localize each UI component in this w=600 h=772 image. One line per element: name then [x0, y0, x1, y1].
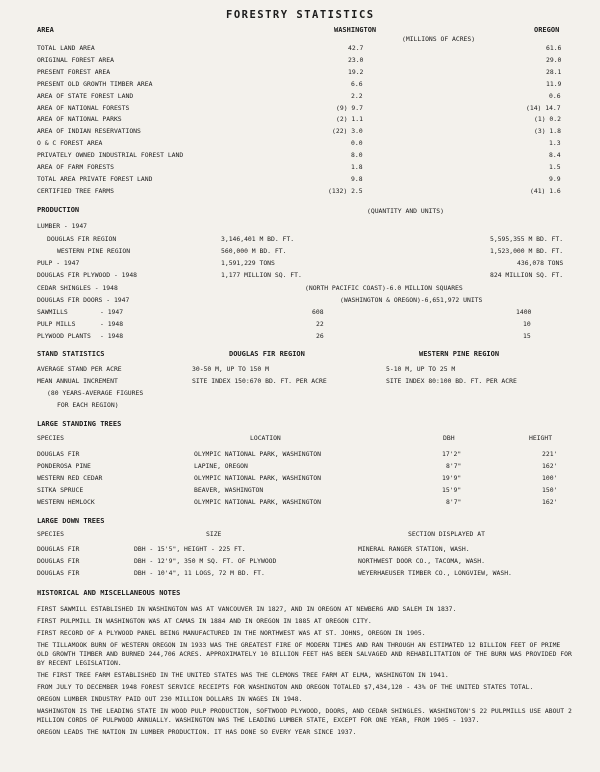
note-item: OREGON LEADS THE NATION IN LUMBER PRODUCTION. IT HAS DONE SO EVERY YEAR SINCE 1937.: [37, 728, 357, 736]
note-item: FIRST SAWMILL ESTABLISHED IN WASHINGTON WAS AT VANCOUVER IN 1827, AND IN OREGON AT NEWBERG AND SALEM IN 1837.: [37, 605, 457, 613]
stand-inc-note-2: FOR EACH REGION): [57, 401, 119, 409]
mill-row-washington: 608: [312, 308, 324, 316]
mill-row-washington: 26: [316, 332, 324, 340]
production-row-label: DOUGLAS FIR REGION: [47, 235, 117, 243]
area-row-washington: 1.8: [351, 163, 363, 171]
standing-row-location: LAPINE, OREGON: [194, 462, 248, 470]
area-row-washington: (132) 2.5: [328, 186, 363, 195]
area-row-washington: 23.0: [348, 55, 364, 64]
standing-row-species: DOUGLAS FIR: [37, 450, 80, 458]
area-row-label: CERTIFIED TREE FARMS: [37, 186, 114, 195]
area-row-washington: 9.8: [351, 174, 363, 183]
area-row-washington: 42.7: [348, 44, 364, 52]
doors-label: DOUGLAS FIR DOORS - 1947: [37, 296, 130, 304]
area-row-oregon: (14) 14.7: [526, 103, 561, 112]
stand-inc-fir: SITE INDEX 150:670 BD. FT. PER ACRE: [192, 377, 327, 385]
production-row-washington: 1,591,229 TONS: [221, 259, 275, 267]
notes-heading: HISTORICAL AND MISCELLANEOUS NOTES: [37, 589, 181, 597]
lumber-label: LUMBER - 1947: [37, 222, 88, 230]
stand-avg-pine: 5-10 M, UP TO 25 M: [386, 365, 456, 373]
area-row-label: AREA OF NATIONAL PARKS: [37, 115, 122, 124]
standing-row-species: WESTERN RED CEDAR: [37, 474, 103, 482]
down-col-section: SECTION DISPLAYED AT: [408, 530, 485, 538]
standing-row-dbh: 15'9": [442, 486, 462, 494]
area-row-oregon: (3) 1.8: [534, 127, 561, 136]
area-row-washington: 6.6: [351, 79, 363, 88]
area-row-oregon: (1) 0.2: [534, 115, 561, 124]
area-row-label: AREA OF STATE FOREST LAND: [37, 91, 134, 100]
area-row-label: AREA OF INDIAN RESERVATIONS: [37, 127, 141, 136]
standing-row-height: 221': [542, 450, 558, 458]
down-row-species: DOUGLAS FIR: [37, 557, 80, 565]
mill-row-year: - 1947: [100, 308, 124, 316]
area-row-label: ORIGINAL FOREST AREA: [37, 55, 114, 64]
production-row-washington: 1,177 MILLION SQ. FT.: [221, 271, 302, 279]
area-row-label: O & C FOREST AREA: [37, 139, 103, 148]
area-row-oregon: (41) 1.6: [530, 186, 561, 195]
production-units: (QUANTITY AND UNITS): [367, 207, 444, 215]
standing-row-species: WESTERN HEMLOCK: [37, 498, 95, 506]
stand-avg-fir: 30-50 M, UP TO 150 M: [192, 365, 269, 373]
standing-col-location: LOCATION: [250, 434, 281, 442]
area-row-label: TOTAL LAND AREA: [37, 44, 95, 52]
down-row-size: DBH - 15'5", HEIGHT - 225 FT.: [134, 545, 246, 553]
area-row-oregon: 9.9: [549, 174, 561, 183]
stand-inc-note-1: (80 YEARS-AVERAGE FIGURES: [47, 389, 144, 397]
stand-col-pine: WESTERN PINE REGION: [419, 350, 500, 358]
area-row-washington: 0.0: [351, 139, 363, 148]
mill-row-label: PLYWOOD PLANTS: [37, 332, 91, 340]
area-row-washington: (22) 3.0: [332, 127, 363, 136]
mill-row-year: - 1948: [100, 320, 124, 328]
note-item: THE TILLAMOOK BURN OF WESTERN OREGON IN 1933 WAS THE GREATEST FIRE OF MODERN TIMES AND RAN THROUGH AN ESTIMATED 12 BILLION FEET OF PRIME OLD GROWTH TIMBER AND BURNED 244,706 ACRES. APPROXIMATELY 10 BILLION FEET HAS BEEN SALVAGED AND REHABILITATION OF THE BURN WAS PROVIDED FOR BY RECENT LEGISLATION.: [37, 641, 572, 667]
standing-col-species: SPECIES: [37, 434, 64, 442]
area-row-label: AREA OF NATIONAL FORESTS: [37, 103, 130, 112]
area-row-label: PRESENT FOREST AREA: [37, 67, 111, 76]
shingles-value: (NORTH PACIFIC COAST)-6.0 MILLION SQUARES: [305, 284, 463, 292]
down-row-species: DOUGLAS FIR: [37, 569, 80, 577]
production-row-oregon: 824 MILLION SQ. FT.: [490, 271, 564, 279]
area-row-oregon: 1.3: [549, 139, 561, 148]
standing-row-location: OLYMPIC NATIONAL PARK, WASHINGTON: [194, 498, 321, 506]
standing-row-location: BEAVER, WASHINGTON: [194, 486, 264, 494]
standing-row-location: OLYMPIC NATIONAL PARK, WASHINGTON: [194, 450, 321, 458]
stand-inc-label: MEAN ANNUAL INCREMENT: [37, 377, 118, 385]
mill-row-oregon: 1400: [516, 308, 532, 316]
standing-row-dbh: 8'7": [446, 462, 462, 470]
mill-row-oregon: 15: [523, 332, 531, 340]
down-row-section: NORTHWEST DOOR CO., TACOMA, WASH.: [358, 557, 485, 565]
production-row-oregon: 5,595,355 M BD. FT.: [490, 235, 564, 243]
mill-row-year: - 1948: [100, 332, 124, 340]
area-row-washington: 2.2: [351, 91, 363, 100]
area-row-label: PRESENT OLD GROWTH TIMBER AREA: [37, 79, 153, 88]
note-item: FIRST RECORD OF A PLYWOOD PANEL BEING MANUFACTURED IN THE NORTHWEST WAS AT ST. JOHNS, OREGON IN 1905.: [37, 629, 426, 637]
shingles-label: CEDAR SHINGLES - 1948: [37, 284, 118, 292]
down-row-section: WEYERHAEUSER TIMBER CO., LONGVIEW, WASH.: [358, 569, 512, 577]
doors-value: (WASHINGTON & OREGON)-6,651,972 UNITS: [340, 296, 483, 304]
area-row-oregon: 61.6: [546, 44, 562, 52]
area-row-oregon: 1.5: [549, 163, 561, 171]
area-row-oregon: 8.4: [549, 151, 561, 160]
area-col-oregon: OREGON: [534, 26, 560, 34]
area-row-washington: 19.2: [348, 67, 364, 76]
mill-row-washington: 22: [316, 320, 324, 328]
stand-heading: STAND STATISTICS: [37, 350, 105, 358]
down-row-section: MINERAL RANGER STATION, WASH.: [358, 545, 470, 553]
production-row-washington: 3,146,401 M BD. FT.: [221, 235, 295, 243]
down-row-size: DBH - 10'4", 11 LOGS, 72 M BD. FT.: [134, 569, 265, 577]
stand-avg-label: AVERAGE STAND PER ACRE: [37, 365, 122, 373]
standing-row-height: 162': [542, 462, 558, 470]
standing-row-dbh: 8'7": [446, 498, 462, 506]
standing-row-height: 162': [542, 498, 558, 506]
standing-heading: LARGE STANDING TREES: [37, 420, 122, 428]
area-row-oregon: 29.0: [546, 55, 562, 64]
note-item: THE FIRST TREE FARM ESTABLISHED IN THE UNITED STATES WAS THE CLEMONS TREE FARM AT ELMA, WASHINGTON IN 1941.: [37, 671, 449, 679]
down-heading: LARGE DOWN TREES: [37, 517, 105, 525]
production-row-label: WESTERN PINE REGION: [57, 247, 131, 255]
production-row-washington: 560,000 M BD. FT.: [221, 247, 287, 255]
area-col-washington: WASHINGTON: [334, 26, 377, 34]
area-row-label: AREA OF FARM FORESTS: [37, 163, 114, 171]
note-item: OREGON LUMBER INDUSTRY PAID OUT 230 MILLION DOLLARS IN WAGES IN 1948.: [37, 695, 303, 703]
down-col-size: SIZE: [206, 530, 222, 538]
standing-row-location: OLYMPIC NATIONAL PARK, WASHINGTON: [194, 474, 321, 482]
production-row-label: DOUGLAS FIR PLYWOOD - 1948: [37, 271, 138, 279]
down-row-species: DOUGLAS FIR: [37, 545, 80, 553]
production-row-oregon: 436,078 TONS: [517, 259, 564, 267]
standing-row-dbh: 17'2": [442, 450, 462, 458]
note-item: FROM JULY TO DECEMBER 1948 FOREST SERVICE RECEIPTS FOR WASHINGTON AND OREGON TOTALED $7,434,120 - 43% OF THE UNITED STATES TOTAL.: [37, 683, 534, 691]
standing-col-dbh: DBH: [443, 434, 455, 442]
area-row-label: TOTAL AREA PRIVATE FOREST LAND: [37, 174, 153, 183]
area-row-label: PRIVATELY OWNED INDUSTRIAL FOREST LAND: [37, 151, 184, 160]
area-row-oregon: 28.1: [546, 67, 562, 76]
mill-row-oregon: 10: [523, 320, 531, 328]
stand-col-fir: DOUGLAS FIR REGION: [229, 350, 305, 358]
note-item: WASHINGTON IS THE LEADING STATE IN WOOD PULP PRODUCTION, SOFTWOOD PLYWOOD, DOORS, AND CEDAR SHINGLES. WASHINGTON'S 22 PULPMILLS USE ABOUT 2 MILLION CORDS OF PULPWOOD ANNUALLY. WASHINGTON WAS THE LEADING LUMBER STATE, EXCEPT FOR ONE YEAR, FROM 1905 - 1937.: [37, 707, 572, 724]
note-item: FIRST PULPMILL IN WASHINGTON WAS AT CAMAS IN 1884 AND IN OREGON IN 1885 AT OREGON CITY.: [37, 617, 372, 625]
production-row-oregon: 1,523,000 M BD. FT.: [490, 247, 564, 255]
area-row-washington: 8.0: [351, 151, 363, 160]
standing-row-dbh: 19'9": [442, 474, 462, 482]
standing-row-height: 100': [542, 474, 558, 482]
production-row-label: PULP - 1947: [37, 259, 80, 267]
area-row-oregon: 11.9: [546, 79, 562, 88]
mill-row-label: PULP MILLS: [37, 320, 76, 328]
area-row-oregon: 0.6: [549, 91, 561, 100]
area-heading: AREA: [37, 26, 54, 34]
mill-row-label: SAWMILLS: [37, 308, 68, 316]
standing-row-species: PONDEROSA PINE: [37, 462, 91, 470]
production-heading: PRODUCTION: [37, 206, 80, 214]
area-units: (MILLIONS OF ACRES): [402, 35, 476, 43]
standing-col-height: HEIGHT: [529, 434, 553, 442]
standing-row-height: 150': [542, 486, 558, 494]
page-title: FORESTRY STATISTICS: [226, 9, 375, 21]
area-row-washington: (9) 9.7: [336, 103, 363, 112]
stand-inc-pine: SITE INDEX 80:100 BD. FT. PER ACRE: [386, 377, 517, 385]
standing-row-species: SITKA SPRUCE: [37, 486, 84, 494]
area-row-washington: (2) 1.1: [336, 115, 363, 124]
down-row-size: DBH - 12'9", 350 M SQ. FT. OF PLYWOOD: [134, 557, 277, 565]
down-col-species: SPECIES: [37, 530, 64, 538]
